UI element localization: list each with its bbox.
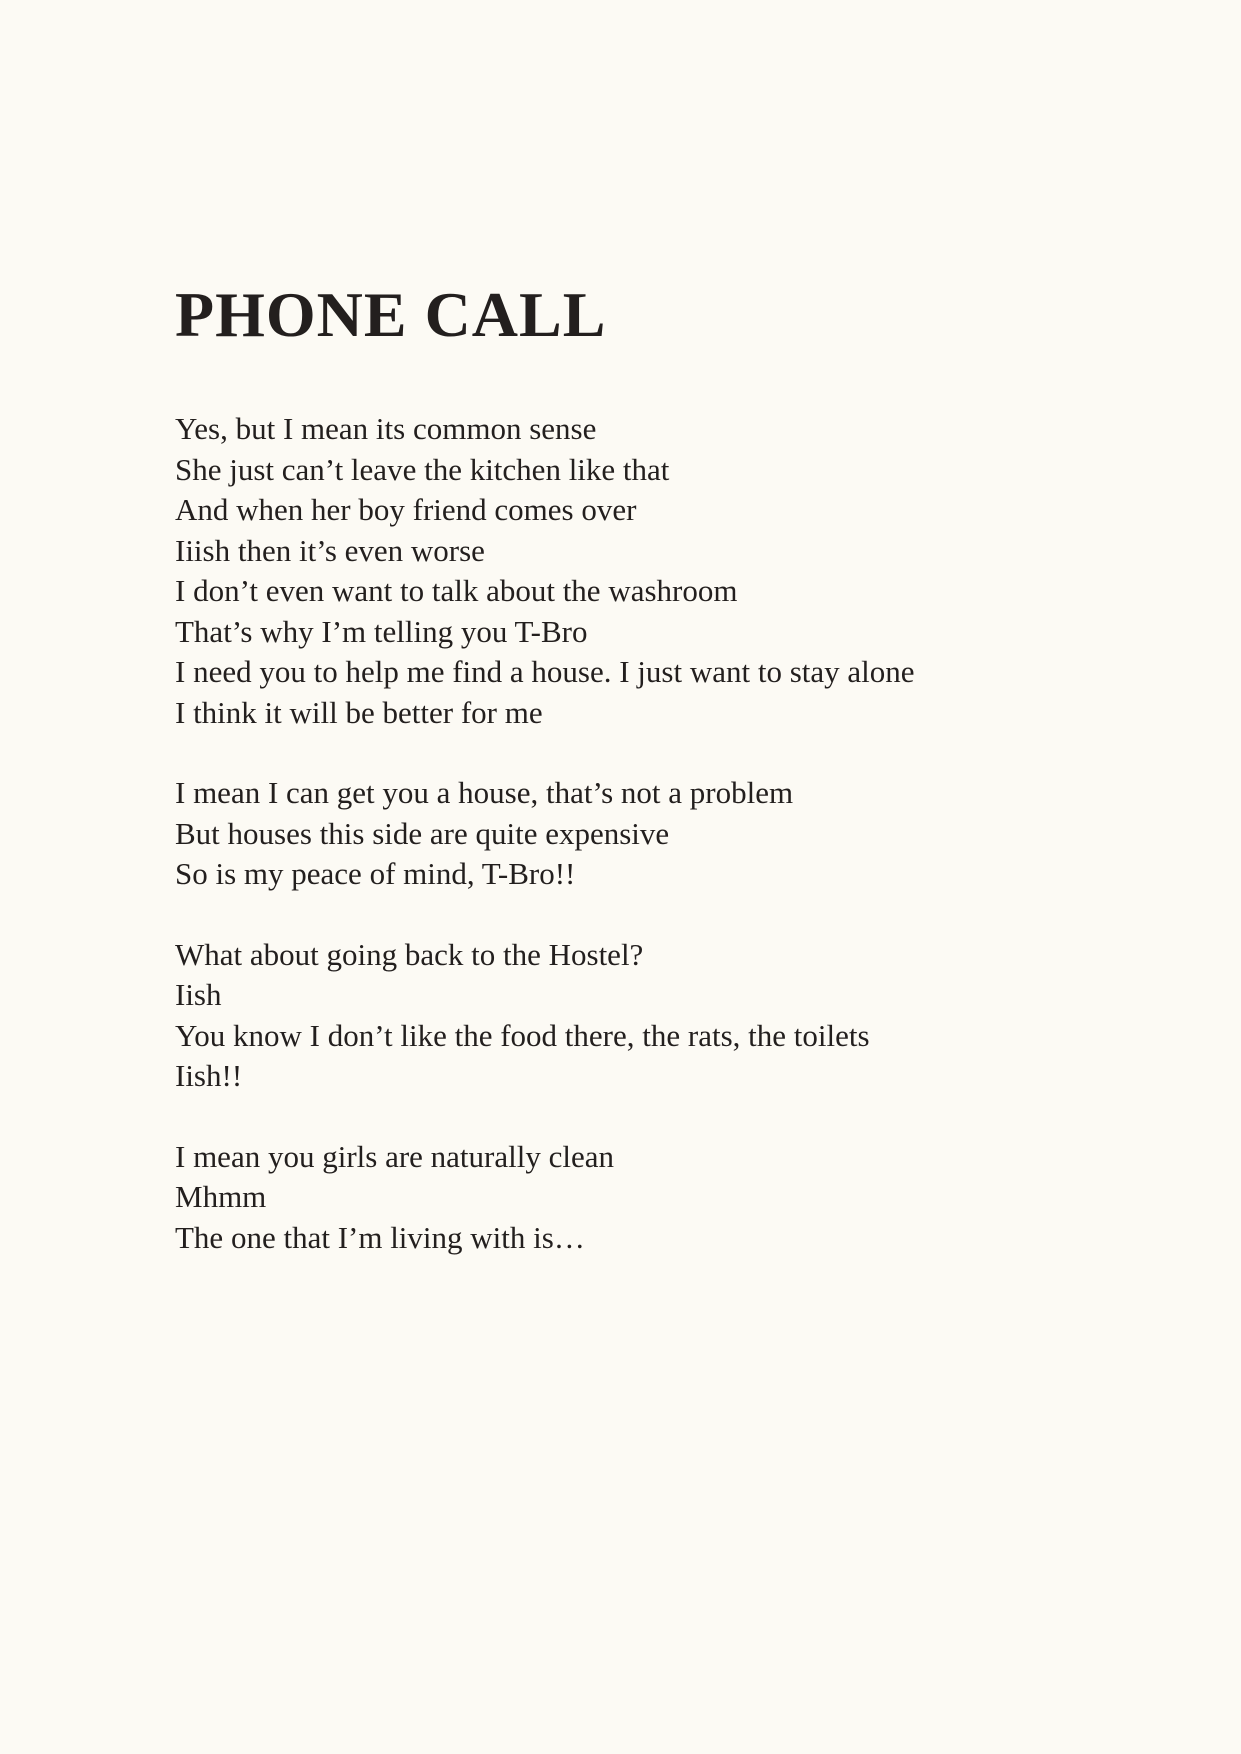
poem-line: I think it will be better for me <box>175 694 543 730</box>
stanza <box>175 1137 1121 1259</box>
poem-line: What about going back to the Hostel? <box>175 936 644 972</box>
poem-line: But houses this side are quite expensive <box>175 815 670 851</box>
poem-line: And when her boy friend comes over <box>175 492 637 527</box>
poem-line: Iish <box>175 977 222 1012</box>
poem-line: So is my peace of mind, T-Bro!! <box>175 856 576 891</box>
poem-line: I need you to help me find a house. I just want to stay alone <box>175 654 915 689</box>
poem-line: I don’t even want to talk about the washroom <box>175 573 738 608</box>
poem <box>175 409 1121 1258</box>
poem-line: That’s why I’m telling you T-Bro <box>175 613 588 649</box>
poem-line: Iish!! <box>175 1058 243 1093</box>
poem-line: Iiish then it’s even worse <box>175 532 485 568</box>
stanza <box>175 409 1121 733</box>
stanza <box>175 773 1121 895</box>
poem-line: I mean I can get you a house, that’s not a problem <box>175 775 794 810</box>
poem-line: She just can’t leave the kitchen like that <box>175 451 670 487</box>
poem-line: You know I don’t like the food there, the rats, the toilets <box>175 1017 870 1053</box>
poem-line: Yes, but I mean its common sense <box>175 411 597 446</box>
page-title: PHONE CALL <box>175 279 607 350</box>
poem-line: I mean you girls are naturally clean <box>175 1138 614 1174</box>
poem-line: Mhmm <box>175 1179 267 1214</box>
stanza <box>175 935 1121 1097</box>
poem-line: The one that I’m living with is… <box>175 1219 585 1255</box>
